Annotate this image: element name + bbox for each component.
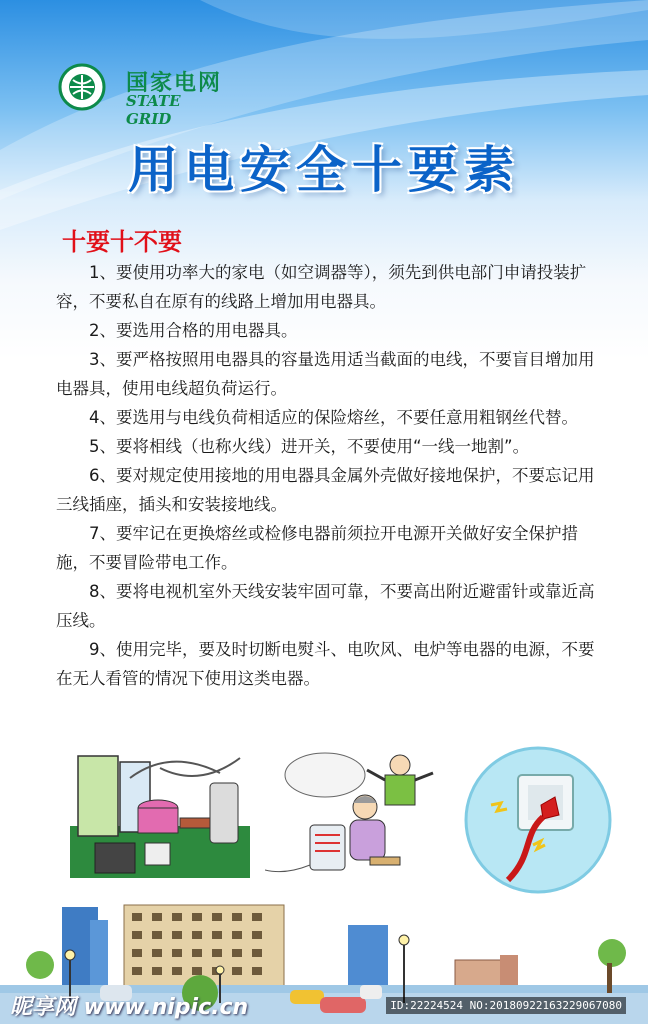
- section-subtitle: 十要十不要: [62, 228, 182, 256]
- rule-item: 8、要将电视机室外天线安装牢固可靠，不要高出附近避雷针或靠近高压线。: [56, 582, 595, 630]
- logo-english-name: STATE GRID: [126, 92, 181, 128]
- rule-item: 7、要牢记在更换熔丝或检修电器前须拉开电源开关做好安全保护措施，不要冒险带电工作。: [56, 524, 578, 572]
- rule-item: 2、要选用合格的用电器具。: [89, 321, 298, 340]
- watermark-left: 昵享网 www.nipic.cn: [10, 995, 249, 1020]
- rule-item: 3、要严格按照用电器具的容量选用适当截面的电线，不要盲目增加用电器具，使用电线超负荷运行。: [56, 350, 595, 398]
- rule-item: 4、要选用与电线负荷相适应的保险熔丝，不要任意用粗钢丝代替。: [89, 408, 578, 427]
- rules-list: [56, 258, 604, 693]
- elderly-heater-cartoon-icon: [265, 745, 440, 885]
- plug-socket-spark-icon: [463, 745, 613, 895]
- rule-item: 5、要将相线（也称火线）进开关，不要使用“一线一地割”。: [89, 437, 530, 456]
- rule-item: 6、要对规定使用接地的用电器具金属外壳做好接地保护，不要忘记用三线插座，插头和安装接地线。: [56, 466, 595, 514]
- page-title: 用电安全十要素: [128, 141, 520, 199]
- logo-chinese-name: 国家电网: [126, 71, 223, 96]
- rule-item: 1、要使用功率大的家电（如空调器等），须先到供电部门申请投装扩容，不要私自在原有的线路上增加用电器具。: [56, 263, 587, 311]
- state-grid-logo: [56, 62, 226, 128]
- rule-item: 9、使用完毕，要及时切断电熨斗、电吹风、电炉等电器的电源，不要在无人看管的情况下使用这类电器。: [56, 640, 595, 688]
- state-grid-emblem-icon: [56, 62, 116, 112]
- watermark-id: ID:22224524 NO:20180922163229067080: [386, 997, 626, 1014]
- overloaded-appliances-cartoon-icon: [70, 748, 250, 878]
